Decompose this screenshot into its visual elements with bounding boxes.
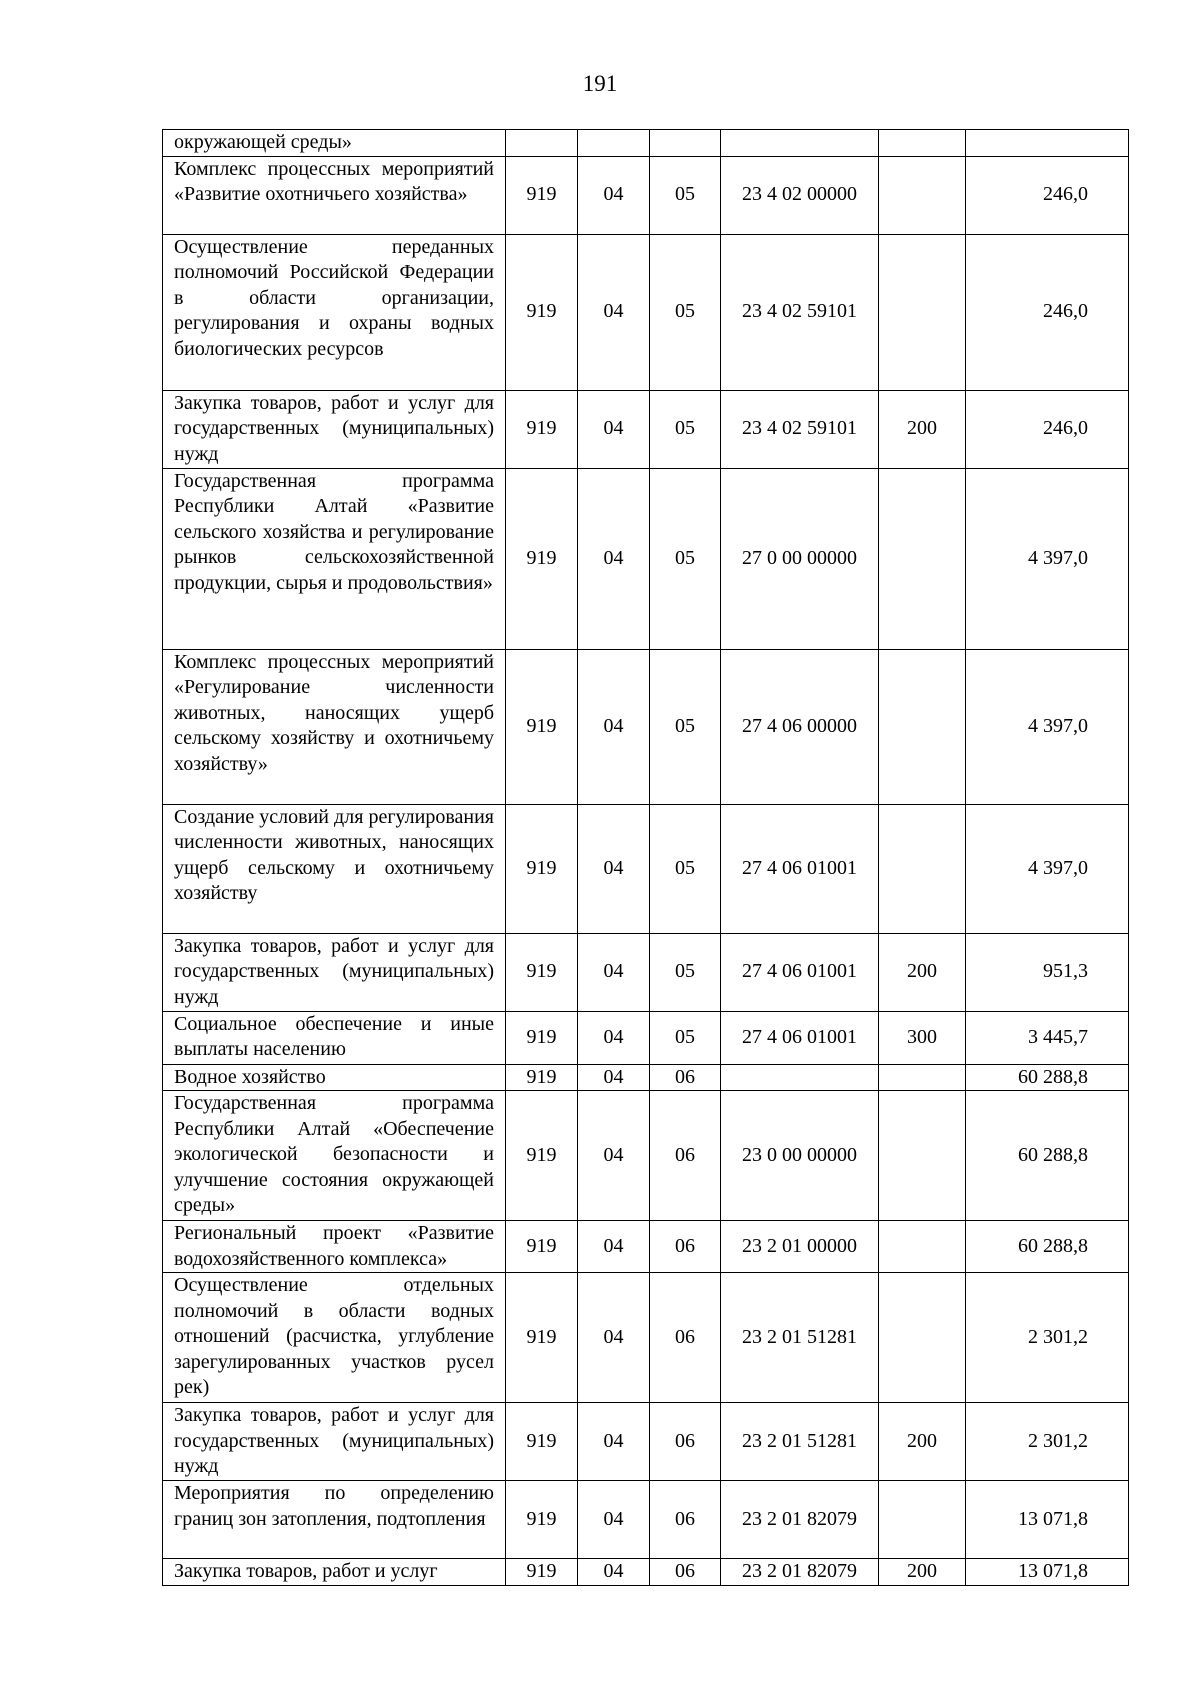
row-name: Мероприятия по определению границ зон затопления, подтопления [174, 1482, 494, 1530]
gr-cell: 919 [506, 1403, 578, 1481]
gr-cell: 919 [506, 1481, 578, 1559]
sum-cell: 4 397,0 [966, 468, 1129, 649]
row-name-cell [163, 1011, 506, 1064]
table-row [163, 1091, 1129, 1221]
sum-cell: 4 397,0 [966, 804, 1129, 933]
rz-cell: 04 [578, 468, 650, 649]
rz-cell: 04 [578, 1273, 650, 1403]
row-name: Осуществление отдельных полномочий в области водных отношений (расчистка, углубление зарегулированных участков русел рек) [174, 1274, 494, 1398]
pr-cell: 05 [650, 234, 721, 390]
csr-cell [721, 1064, 879, 1091]
sum-cell [966, 130, 1129, 157]
pr-cell: 06 [650, 1221, 721, 1273]
row-name: Комплекс процессных мероприятий «Развитие охотничьего хозяйства» [174, 157, 494, 205]
vr-cell [879, 804, 966, 933]
gr-cell: 919 [506, 156, 578, 234]
row-name-cell [163, 649, 506, 804]
gr-cell: 919 [506, 1064, 578, 1091]
csr-cell: 27 4 06 01001 [721, 933, 879, 1011]
csr-cell: 23 4 02 59101 [721, 390, 879, 468]
gr-cell: 919 [506, 649, 578, 804]
vr-cell [879, 1273, 966, 1403]
csr-cell: 23 2 01 82079 [721, 1481, 879, 1559]
table-row [163, 1273, 1129, 1403]
pr-cell: 06 [650, 1091, 721, 1221]
pr-cell: 05 [650, 156, 721, 234]
sum-cell: 951,3 [966, 933, 1129, 1011]
vr-cell: 200 [879, 933, 966, 1011]
vr-cell [879, 1064, 966, 1091]
rz-cell: 04 [578, 1403, 650, 1481]
sum-cell: 3 445,7 [966, 1011, 1129, 1064]
csr-cell: 23 4 02 00000 [721, 156, 879, 234]
csr-cell: 23 4 02 59101 [721, 234, 879, 390]
row-name: Закупка товаров, работ и услуг для государственных (муниципальных) нужд [174, 1404, 494, 1477]
vr-cell [879, 156, 966, 234]
gr-cell: 919 [506, 1559, 578, 1586]
sum-cell: 60 288,8 [966, 1221, 1129, 1273]
rz-cell: 04 [578, 1064, 650, 1091]
sum-cell: 60 288,8 [966, 1091, 1129, 1221]
rz-cell: 04 [578, 1481, 650, 1559]
table-row [163, 649, 1129, 804]
row-name-cell [163, 1091, 506, 1221]
rz-cell: 04 [578, 804, 650, 933]
row-name-cell [163, 1064, 506, 1091]
row-name: Осуществление переданных полномочий Российской Федерации в области организации, регулирования и охраны водных биологических ресурсов [174, 235, 494, 360]
pr-cell: 05 [650, 390, 721, 468]
pr-cell: 06 [650, 1559, 721, 1586]
table-row [163, 1481, 1129, 1559]
rz-cell: 04 [578, 234, 650, 390]
csr-cell: 23 0 00 00000 [721, 1091, 879, 1221]
table-row [163, 1011, 1129, 1064]
row-name: окружающей среды» [174, 131, 352, 153]
vr-cell [879, 1091, 966, 1221]
row-name: Региональный проект «Развитие водохозяйственного комплекса» [174, 1222, 494, 1270]
row-name: Государственная программа Республики Алтай «Обеспечение экологической безопасности и улучшение состояния окружающей среды» [174, 1092, 494, 1216]
pr-cell: 06 [650, 1273, 721, 1403]
pr-cell: 05 [650, 1011, 721, 1064]
csr-cell: 23 2 01 51281 [721, 1403, 879, 1481]
pr-cell: 05 [650, 649, 721, 804]
pr-cell: 06 [650, 1481, 721, 1559]
sum-cell: 246,0 [966, 390, 1129, 468]
sum-cell: 60 288,8 [966, 1064, 1129, 1091]
vr-cell: 200 [879, 390, 966, 468]
table-row [163, 156, 1129, 234]
vr-cell [879, 130, 966, 157]
sum-cell: 246,0 [966, 156, 1129, 234]
table-row [163, 1221, 1129, 1273]
sum-cell: 246,0 [966, 234, 1129, 390]
table-row [163, 933, 1129, 1011]
rz-cell: 04 [578, 933, 650, 1011]
pr-cell: 06 [650, 1403, 721, 1481]
budget-table [162, 129, 1129, 1586]
row-name: Создание условий для регулирования численности животных, наносящих ущерб сельскому и охотничьему хозяйству [174, 805, 494, 904]
vr-cell [879, 1481, 966, 1559]
row-name-cell [163, 1273, 506, 1403]
csr-cell: 23 2 01 00000 [721, 1221, 879, 1273]
pr-cell: 05 [650, 468, 721, 649]
table-row [163, 1064, 1129, 1091]
gr-cell [506, 130, 578, 157]
rz-cell: 04 [578, 649, 650, 804]
row-name-cell [163, 390, 506, 468]
table-row [163, 1403, 1129, 1481]
row-name-cell [163, 933, 506, 1011]
gr-cell: 919 [506, 234, 578, 390]
rz-cell: 04 [578, 1091, 650, 1221]
rz-cell: 04 [578, 1221, 650, 1273]
table-row [163, 234, 1129, 390]
row-name-cell [163, 1403, 506, 1481]
vr-cell [879, 468, 966, 649]
rz-cell: 04 [578, 1011, 650, 1064]
rz-cell: 04 [578, 1559, 650, 1586]
vr-cell: 200 [879, 1403, 966, 1481]
rz-cell [578, 130, 650, 157]
vr-cell: 200 [879, 1559, 966, 1586]
row-name-cell [163, 156, 506, 234]
row-name: Закупка товаров, работ и услуг для государственных (муниципальных) нужд [174, 934, 494, 1008]
vr-cell [879, 649, 966, 804]
csr-cell [721, 130, 879, 157]
sum-cell: 13 071,8 [966, 1559, 1129, 1586]
sum-cell: 2 301,2 [966, 1403, 1129, 1481]
pr-cell: 05 [650, 804, 721, 933]
table-row [163, 130, 1129, 157]
row-name-cell [163, 234, 506, 390]
table-row [163, 390, 1129, 468]
vr-cell [879, 1221, 966, 1273]
gr-cell: 919 [506, 1011, 578, 1064]
row-name-cell [163, 804, 506, 933]
row-name: Закупка товаров, работ и услуг [174, 1560, 438, 1582]
vr-cell [879, 234, 966, 390]
row-name: Закупка товаров, работ и услуг для государственных (муниципальных) нужд [174, 391, 494, 465]
csr-cell: 27 4 06 00000 [721, 649, 879, 804]
row-name: Комплекс процессных мероприятий «Регулирование численности животных, наносящих ущерб сельскому хозяйству и охотничьему хозяйству» [174, 650, 494, 775]
table-row [163, 1559, 1129, 1586]
csr-cell: 23 2 01 51281 [721, 1273, 879, 1403]
pr-cell: 06 [650, 1064, 721, 1091]
gr-cell: 919 [506, 390, 578, 468]
row-name-cell [163, 468, 506, 649]
gr-cell: 919 [506, 933, 578, 1011]
row-name: Социальное обеспечение и иные выплаты населению [174, 1012, 494, 1060]
rz-cell: 04 [578, 390, 650, 468]
gr-cell: 919 [506, 1273, 578, 1403]
row-name-cell [163, 130, 506, 157]
pr-cell [650, 130, 721, 157]
row-name: Водное хозяйство [174, 1065, 326, 1088]
table-row [163, 468, 1129, 649]
row-name-cell [163, 1481, 506, 1559]
gr-cell: 919 [506, 1091, 578, 1221]
sum-cell: 13 071,8 [966, 1481, 1129, 1559]
rz-cell: 04 [578, 156, 650, 234]
vr-cell: 300 [879, 1011, 966, 1064]
csr-cell: 27 0 00 00000 [721, 468, 879, 649]
pr-cell: 05 [650, 933, 721, 1011]
table-row [163, 804, 1129, 933]
gr-cell: 919 [506, 468, 578, 649]
sum-cell: 2 301,2 [966, 1273, 1129, 1403]
page-number: 191 [582, 71, 618, 96]
gr-cell: 919 [506, 804, 578, 933]
row-name-cell [163, 1559, 506, 1586]
row-name: Государственная программа Республики Алтай «Развитие сельского хозяйства и регулирование рынков сельскохозяйственной продукции, сырья и продовольствия» [174, 469, 494, 594]
gr-cell: 919 [506, 1221, 578, 1273]
csr-cell: 27 4 06 01001 [721, 804, 879, 933]
row-name-cell [163, 1221, 506, 1273]
sum-cell: 4 397,0 [966, 649, 1129, 804]
csr-cell: 27 4 06 01001 [721, 1011, 879, 1064]
csr-cell: 23 2 01 82079 [721, 1559, 879, 1586]
